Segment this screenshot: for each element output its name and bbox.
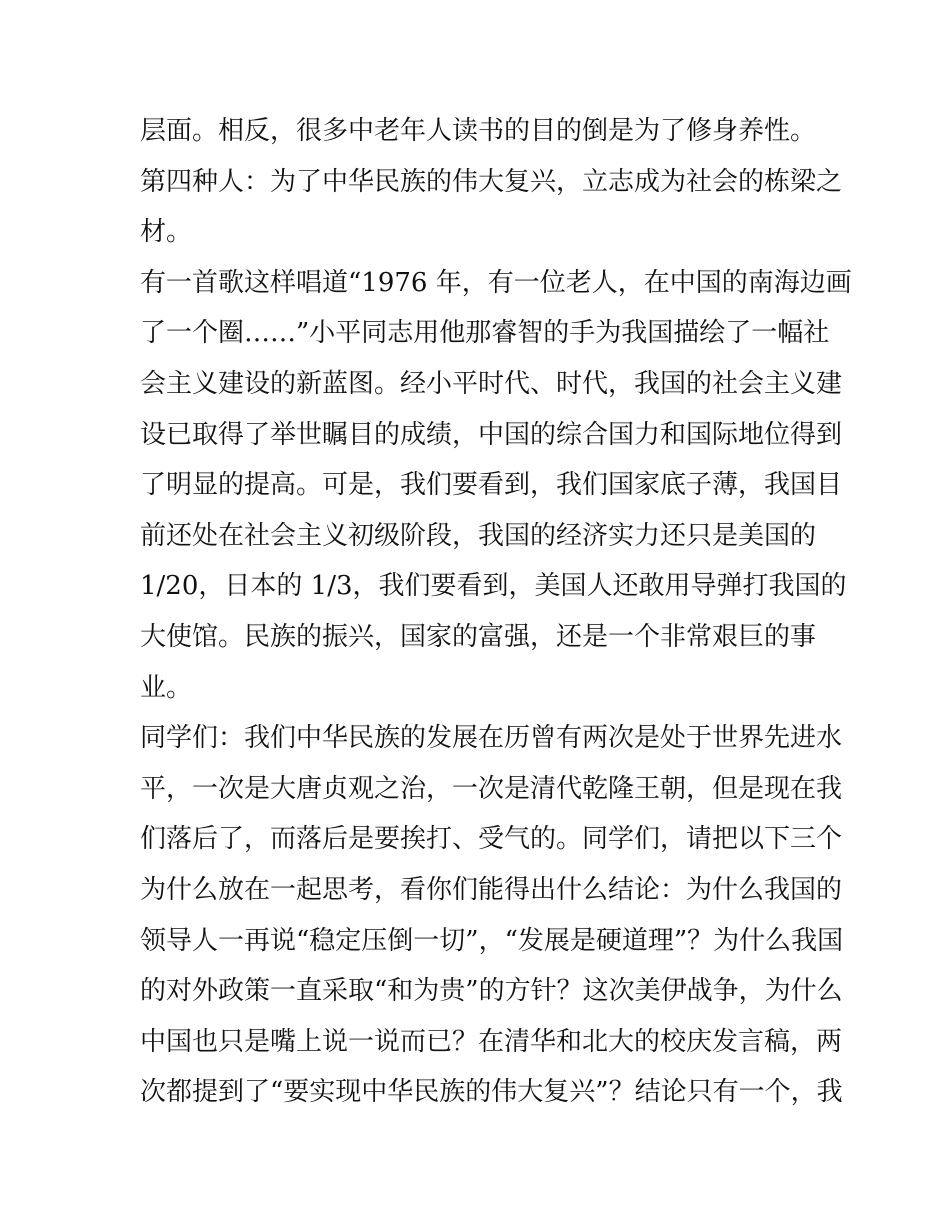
- text-line: 平，一次是大唐贞观之治，一次是清代乾隆王朝，但是现在我: [140, 773, 843, 804]
- text-line: 设已取得了举世瞩目的成绩，中国的综合国力和国际地位得到: [140, 419, 843, 450]
- text-line: 层面。相反，很多中老年人读书的目的倒是为了修身养性。: [140, 116, 817, 146]
- text-line: 次都提到了“要实现中华民族的伟大复兴”？结论只有一个，我: [140, 1077, 843, 1108]
- text-line: 领导人一再说“稳定压倒一切”，“发展是硬道理”？为什么我国: [140, 925, 844, 956]
- text-line: 会主义建设的新蓝图。经小平时代、时代，我国的社会主义建: [140, 368, 843, 399]
- text-line: 们落后了，而落后是要挨打、受气的。同学们，请把以下三个: [140, 824, 843, 855]
- text-line: 有一首歌这样唱道“1976 年，有一位老人，在中国的南海边画: [140, 267, 852, 298]
- text-line: 业。: [140, 672, 193, 703]
- text-line: 前还处在社会主义初级阶段，我国的经济实力还只是美国的: [140, 520, 817, 551]
- text-line: 1/20，日本的 1/3，我们要看到，美国人还敢用导弹打我国的: [140, 571, 847, 602]
- body-text: [140, 106, 852, 1118]
- text-line: 了一个圈……”小平同志用他那睿智的手为我国描绘了一幅社: [140, 318, 830, 349]
- text-line: 第四种人：为了中华民族的伟大复兴，立志成为社会的栋梁之: [140, 166, 843, 197]
- text-line: 大使馆。民族的振兴，国家的富强，还是一个非常艰巨的事: [140, 621, 817, 652]
- text-line: 的对外政策一直采取“和为贵”的方针？这次美伊战争，为什么: [140, 976, 843, 1007]
- text-line: 同学们：我们中华民族的发展在历曾有两次是处于世界先进水: [140, 723, 843, 754]
- text-line: 了明显的提高。可是，我们要看到，我们国家底子薄，我国目: [140, 470, 843, 501]
- text-line: 材。: [140, 217, 193, 248]
- text-line: 为什么放在一起思考，看你们能得出什么结论：为什么我国的: [140, 874, 843, 905]
- text-line: 中国也只是嘴上说一说而已？在清华和北大的校庆发言稿，两: [140, 1026, 843, 1057]
